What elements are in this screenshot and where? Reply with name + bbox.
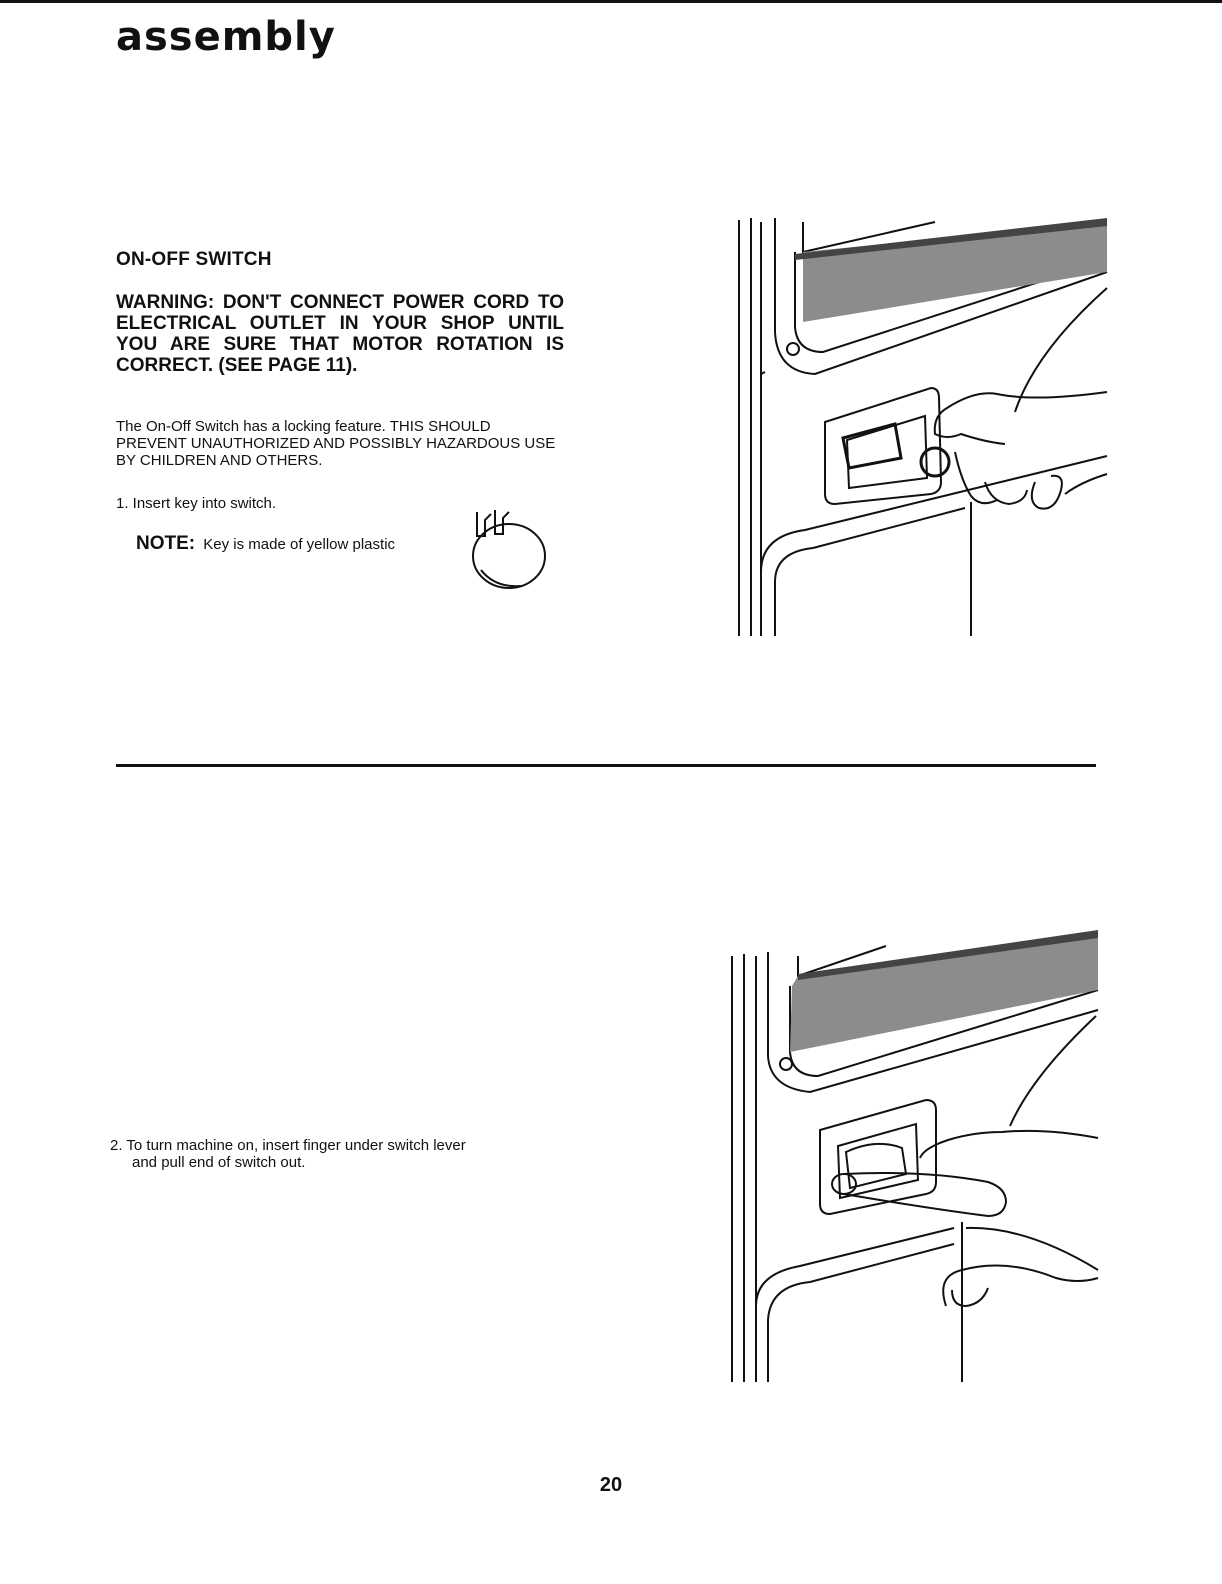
section-divider (116, 764, 1096, 767)
page-number: 20 (599, 1474, 623, 1496)
note-text: Key is made of yellow plastic (203, 536, 396, 553)
step-1-text: 1. Insert key into switch. (116, 495, 277, 512)
step-2-line-1: 2. To turn machine on, insert finger under switch lever (110, 1137, 466, 1154)
section-title: assembly (116, 14, 336, 60)
switch-heading: ON-OFF SWITCH (116, 249, 272, 270)
intro-text: The On-Off Switch has a locking feature. THIS SHOULD PREVENT UNAUTHORIZED AND POSSIBLY HAZARDOUS USE BY CHILDREN AND OTHERS. (116, 418, 556, 469)
figure-pull-switch (726, 926, 1101, 1386)
step-2-text (110, 1137, 466, 1171)
top-rule (0, 0, 1222, 3)
note (136, 533, 395, 555)
note-label: NOTE: (136, 533, 196, 554)
figure-insert-key (735, 212, 1110, 642)
key-illustration (465, 500, 555, 595)
step-2-line-2: and pull end of switch out. (132, 1154, 306, 1171)
warning-text: WARNING: DON'T CONNECT POWER CORD TO ELECTRICAL OUTLET IN YOUR SHOP UNTIL YOU ARE SURE THAT MOTOR ROTATION IS CORRECT. (SEE PAGE 11). (116, 292, 564, 376)
